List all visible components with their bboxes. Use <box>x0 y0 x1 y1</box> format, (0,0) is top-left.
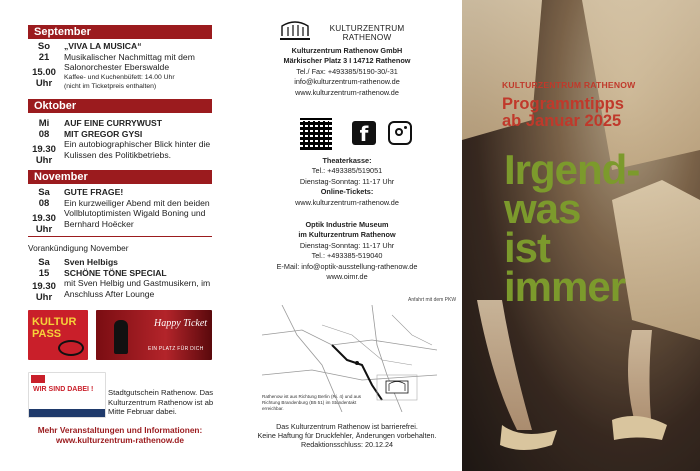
divider <box>28 236 212 237</box>
museum-block <box>232 220 462 282</box>
event-day: Sa <box>38 257 50 268</box>
website-link[interactable]: www.kulturzentrum-rathenow.de <box>295 87 399 97</box>
email-link[interactable]: info@kulturzentrum-rathenow.de <box>294 77 400 87</box>
map-label: Anfahrt mit dem PKW <box>408 297 457 303</box>
event-title: GUTE FRAGE! <box>64 187 124 197</box>
facebook-icon[interactable]: f <box>352 121 376 145</box>
event-date: 08 <box>38 198 50 209</box>
happy-ticket-label: Happy Ticket <box>154 318 208 329</box>
kulturzentrum-logo <box>280 20 420 42</box>
phone-fax: Tel./ Fax: +493385/5190-30/-31 <box>296 66 398 76</box>
online-tickets-link[interactable]: www.kulturzentrum-rathenow.de <box>295 197 399 207</box>
left-panel <box>0 0 232 471</box>
disclaimer-block <box>232 422 462 449</box>
map-caption: Rathenow ist aus Richtung Berlin (Ri. 4) und aus Richtung Brandenburg (B5 51) im Stundentakt erreichbar. <box>262 394 362 411</box>
museum-website[interactable]: www.oimr.de <box>326 272 368 282</box>
event-desc: Ein kurzweiliger Abend mit den beiden Vollblutoptimisten Wigald Boning und Bernhard Hoëcker <box>64 197 210 229</box>
event-time: 15.00 Uhr <box>32 67 56 89</box>
qr-code-icon[interactable] <box>300 118 332 150</box>
kulturpass-image[interactable] <box>28 310 88 360</box>
museum-heading: Optik Industrie Museum <box>305 220 389 229</box>
voucher-text: Stadtgutschein Rathenow. Das Kulturzentrum Rathenow ist ab Mitte Februar dabei. <box>108 388 214 417</box>
headline-line-1: Irgend- <box>504 146 640 193</box>
cover-headline <box>504 146 640 310</box>
stadtgutschein-logo <box>31 375 45 383</box>
event-desc: Ein autobiographischer Blick hinter die Kulissen des Politikbetriebs. <box>64 139 211 160</box>
event-date: 08 <box>38 129 50 140</box>
event-viva-la-musica <box>28 41 218 99</box>
event-gregor-gysi <box>28 118 218 168</box>
editorial-deadline: Redaktionsschluss: 20.12.24 <box>301 440 393 449</box>
event-schoene-toene <box>28 257 218 307</box>
theaterkasse-block <box>232 156 462 208</box>
address-block <box>232 46 462 98</box>
middle-panel <box>232 0 462 471</box>
theaterkasse-hours: Dienstag-Sonntag: 11-17 Uhr <box>299 176 395 186</box>
announcement-label: Vorankündigung November <box>28 243 129 253</box>
happy-ticket-sub: EIN PLATZ FÜR DICH <box>148 346 204 352</box>
barrier-free-note: Das Kulturzentrum Rathenow ist barrierefrei. <box>276 422 418 431</box>
event-day: So <box>37 41 51 52</box>
event-time: 19.30 Uhr <box>32 281 56 303</box>
event-gute-frage <box>28 187 218 237</box>
event-date: 21 <box>38 52 50 63</box>
section-november: November <box>28 170 212 184</box>
footer-line-1: Mehr Veranstaltungen und Informationen: <box>37 425 203 435</box>
voucher-strip <box>29 409 105 417</box>
eye-icon <box>58 340 84 356</box>
event-title: AUF EINE CURRYWUST <box>64 118 163 128</box>
event-extra: Kaffee- und Kuchenbüfett: 14.00 Uhr <box>64 73 175 81</box>
logo-text: KULTURZENTRUM RATHENOW <box>329 24 405 42</box>
headline-line-2: was <box>504 185 581 232</box>
museum-phone: Tel.: +493385-519040 <box>311 251 383 261</box>
museum-hours: Dienstag-Sonntag: 11-17 Uhr <box>299 240 395 250</box>
stadtgutschein-image[interactable] <box>28 372 106 418</box>
cover-brand: KULTURZENTRUM RATHENOW <box>502 80 636 90</box>
event-extra-note: (nicht im Ticketpreis enthalten) <box>64 82 157 90</box>
voucher-title: WIR SIND DABEI ! <box>33 386 94 393</box>
cover-program-line-2: ab Januar 2025 <box>502 112 622 130</box>
street-address: Märkischer Platz 3 I 14712 Rathenow <box>283 56 411 66</box>
theaterkasse-heading: Theaterkasse: <box>322 156 372 165</box>
liability-note: Keine Haftung für Druckfehler, Änderungen vorbehalten. <box>257 431 437 440</box>
social-icons <box>300 118 450 146</box>
instagram-icon[interactable] <box>388 121 412 145</box>
event-desc: mit Sven Helbig und Gastmusikern, im Anschluss After Lounge <box>64 278 211 299</box>
section-september: September <box>28 25 212 39</box>
company-name: Kulturzentrum Rathenow GmbH <box>291 46 403 55</box>
website-link[interactable]: www.kulturzentrum-rathenow.de <box>56 435 184 446</box>
theaterkasse-phone: Tel.: +493385/519051 <box>311 166 383 176</box>
event-date: 15 <box>38 268 50 279</box>
event-time: 19.30 Uhr <box>32 144 56 166</box>
kulturpass-label: KULTUR PASS <box>32 316 77 340</box>
event-title: „VIVA LA MUSICA“ <box>64 41 142 51</box>
event-desc: Musikalischer Nachmittag mit dem Salonorchester Eberswalde <box>64 51 195 72</box>
cover-program-line-1: Programmtipps <box>502 95 624 113</box>
happy-ticket-image[interactable] <box>96 310 212 360</box>
event-day: Mi <box>38 118 50 129</box>
more-info-footer <box>28 425 212 445</box>
building-logo-icon <box>280 20 310 40</box>
event-title-2: SCHÖNE TÖNE SPECIAL <box>64 267 167 278</box>
cover-program-title <box>502 96 624 130</box>
event-time: 19.30 Uhr <box>32 213 56 235</box>
online-tickets-heading: Online-Tickets: <box>320 187 374 197</box>
dancer-silhouette <box>114 320 128 354</box>
museum-email[interactable]: E-Mail: info@optik-ausstellung-rathenow.de <box>276 261 418 271</box>
event-title: Sven Helbigs <box>64 257 118 267</box>
event-title-2: MIT GREGOR GYSI <box>64 128 143 139</box>
section-oktober: Oktober <box>28 99 212 113</box>
museum-subheading: im Kulturzentrum Rathenow <box>298 230 396 240</box>
cover-panel <box>462 0 700 471</box>
event-day: Sa <box>38 187 50 198</box>
headline-line-3: ist <box>504 224 551 271</box>
headline-line-4: immer <box>504 263 626 310</box>
